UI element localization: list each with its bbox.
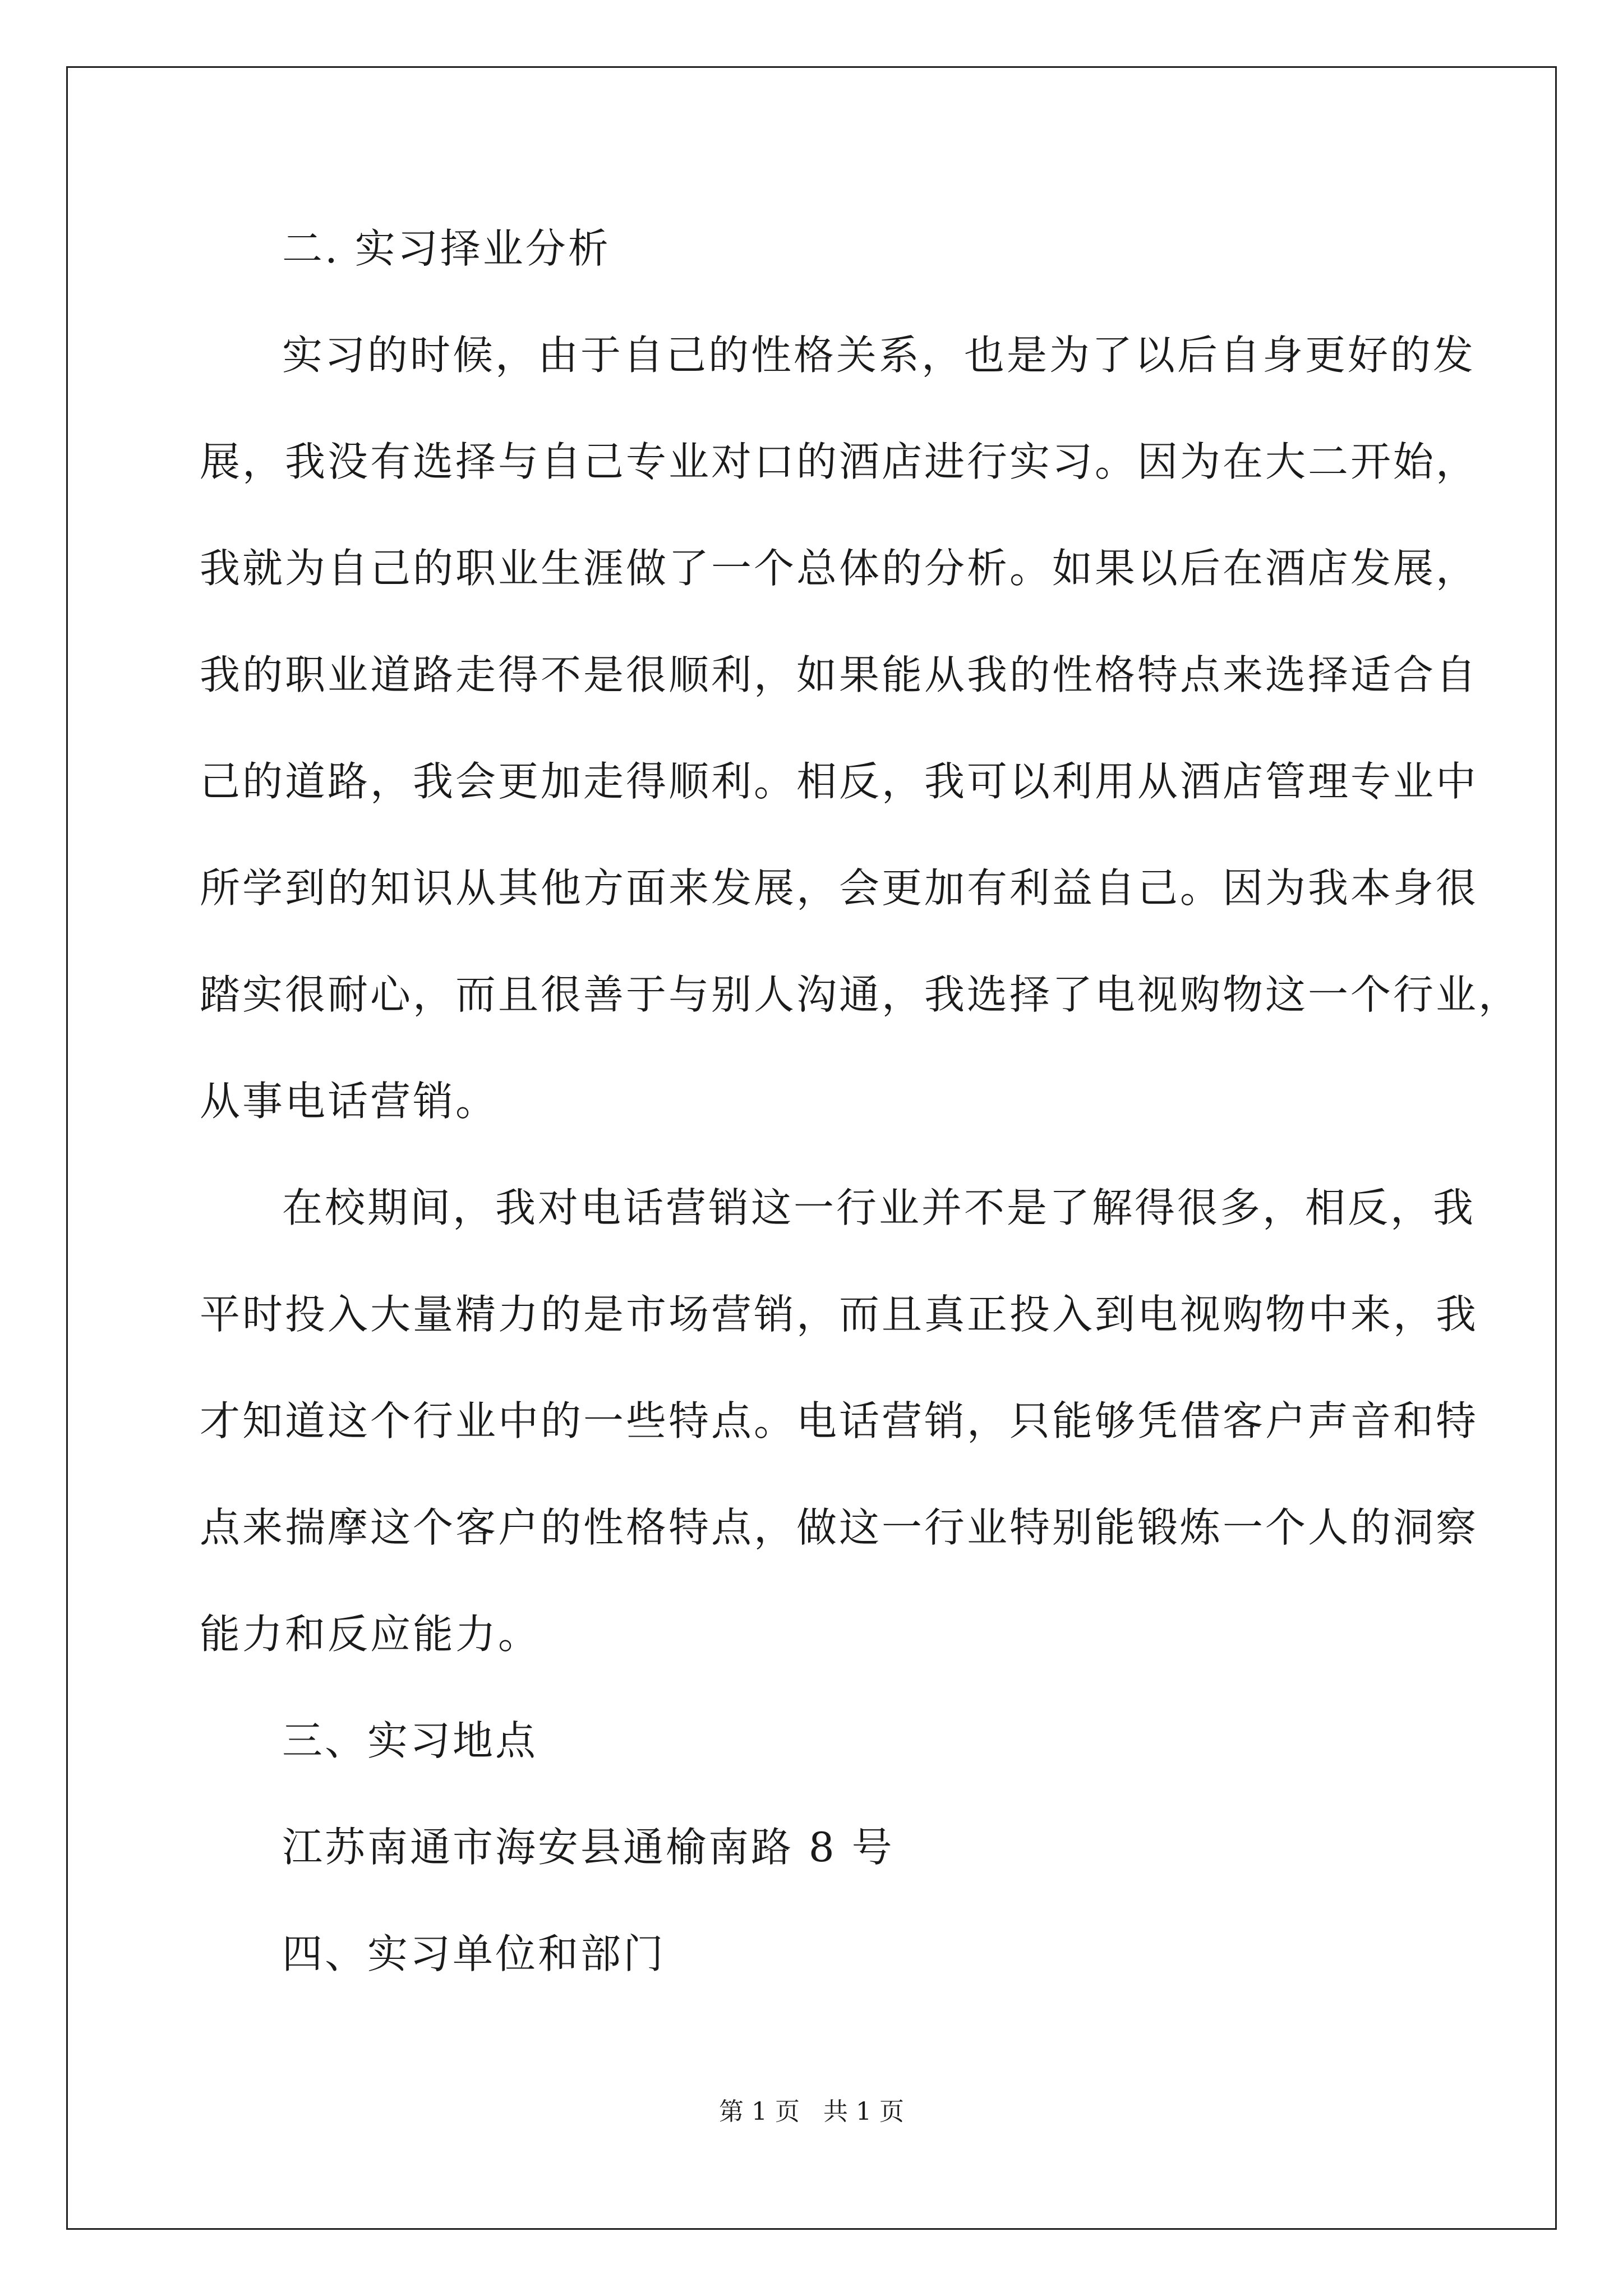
section-heading-3: 三、实习地点 [282, 1717, 538, 1764]
paragraph-line: 能力和反应能力。 [200, 1611, 541, 1658]
paragraph-line: 踏实很耐心，而且很善于与别人沟通，我选择了电视购物这一个行业， [200, 971, 1521, 1018]
paragraph-line: 所学到的知识从其他方面来发展，会更加有利益自己。因为我本身很 [200, 864, 1479, 912]
paragraph-line: 己的道路，我会更加走得顺利。相反，我可以利用从酒店管理专业中 [200, 758, 1479, 805]
page-border [66, 66, 1557, 2230]
paragraph-line: 点来揣摩这个客户的性格特点，做这一行业特别能锻炼一个人的洞察 [200, 1504, 1479, 1551]
paragraph-line: 从事电话营销。 [200, 1078, 499, 1125]
address-line: 江苏南通市海安县通榆南路 8 号 [282, 1824, 895, 1871]
paragraph-line: 平时投入大量精力的是市场营销，而且真正投入到电视购物中来，我 [200, 1291, 1479, 1338]
page-footer: 第 1 页 共 1 页 [719, 2097, 904, 2126]
paragraph-line: 在校期间，我对电话营销这一行业并不是了解得很多，相反，我 [282, 1184, 1476, 1231]
paragraph-line: 我的职业道路走得不是很顺利，如果能从我的性格特点来选择适合自 [200, 651, 1479, 698]
section-heading-2: 二. 实习择业分析 [282, 225, 611, 272]
paragraph-line: 我就为自己的职业生涯做了一个总体的分析。如果以后在酒店发展， [200, 545, 1479, 592]
section-heading-4: 四、实习单位和部门 [282, 1930, 666, 1977]
paragraph-line: 才知道这个行业中的一些特点。电话营销，只能够凭借客户声音和特 [200, 1397, 1479, 1444]
paragraph-line: 实习的时候，由于自己的性格关系，也是为了以后自身更好的发 [282, 332, 1476, 379]
paragraph-line: 展，我没有选择与自己专业对口的酒店进行实习。因为在大二开始， [200, 438, 1479, 485]
